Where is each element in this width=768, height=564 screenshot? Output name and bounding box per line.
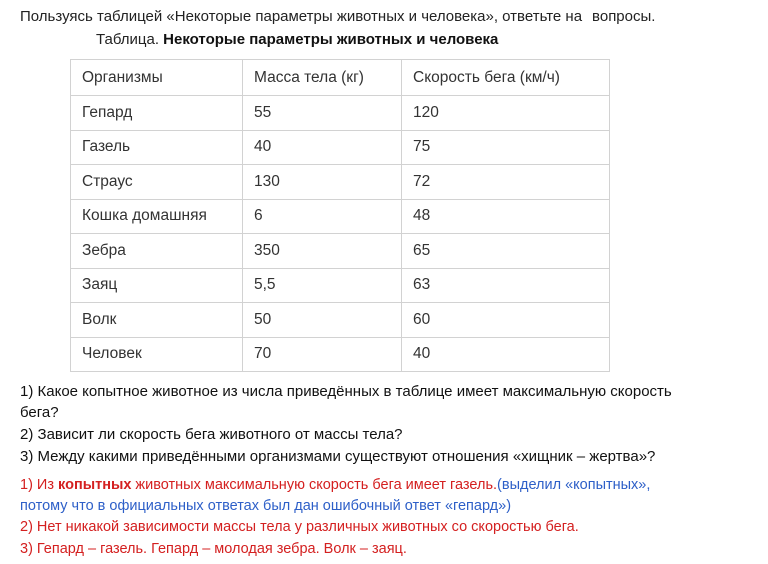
cell-speed: 40 xyxy=(402,337,610,372)
cell-speed: 120 xyxy=(402,96,610,131)
question-2: 2) Зависит ли скорость бега животного от массы тела? xyxy=(20,426,403,443)
cell-organism: Заяц xyxy=(71,268,243,303)
answer-1-rest: животных максимальную скорость бега имеет газель. xyxy=(131,477,498,493)
table-row xyxy=(71,165,610,200)
answer-1-note: (выделил «копытных», xyxy=(497,477,651,493)
caption-title: Некоторые параметры животных и человека xyxy=(163,31,499,48)
cell-organism: Зебра xyxy=(71,234,243,269)
intro-text-part2: вопросы. xyxy=(592,8,656,25)
cell-mass: 70 xyxy=(243,337,402,372)
cell-organism: Человек xyxy=(71,337,243,372)
cell-speed: 60 xyxy=(402,303,610,338)
intro-text xyxy=(20,8,655,25)
cell-speed: 72 xyxy=(402,165,610,200)
answer-1-bold: копытных xyxy=(58,477,132,493)
table-row xyxy=(71,234,610,269)
answer-1 xyxy=(20,477,650,493)
table-row xyxy=(71,337,610,372)
table-row xyxy=(71,303,610,338)
table-row xyxy=(71,268,610,303)
answer-1-note-cont: потому что в официальных ответах был дан ошибочный ответ «гепард») xyxy=(20,498,512,514)
table-row xyxy=(71,199,610,234)
cell-speed: 75 xyxy=(402,130,610,165)
cell-speed: 65 xyxy=(402,234,610,269)
question-3: 3) Между какими приведёнными организмами существуют отношения «хищник – жертва»? xyxy=(20,448,656,465)
answer-3: 3) Гепард – газель. Гепард – молодая зебра. Волк – заяц. xyxy=(20,541,407,557)
question-1: 1) Какое копытное животное из числа приведённых в таблице имеет максимальную скорость xyxy=(20,383,672,400)
header-organisms: Организмы xyxy=(71,60,243,96)
answer-1-start: 1) Из xyxy=(20,477,59,493)
cell-mass: 130 xyxy=(243,165,402,200)
intro-text-part1: Пользуясь таблицей «Некоторые параметры животных и человека», ответьте на xyxy=(20,8,583,25)
cell-mass: 5,5 xyxy=(243,268,402,303)
cell-organism: Кошка домашняя xyxy=(71,199,243,234)
cell-speed: 63 xyxy=(402,268,610,303)
table-row xyxy=(71,96,610,131)
cell-mass: 350 xyxy=(243,234,402,269)
caption-prefix: Таблица. xyxy=(96,31,159,48)
cell-mass: 50 xyxy=(243,303,402,338)
header-mass: Масса тела (кг) xyxy=(243,60,402,96)
answer-2: 2) Нет никакой зависимости массы тела у различных животных со скоростью бега. xyxy=(20,519,579,535)
cell-organism: Газель xyxy=(71,130,243,165)
question-1-cont: бега? xyxy=(20,404,59,421)
parameters-table xyxy=(70,59,610,372)
cell-organism: Страус xyxy=(71,165,243,200)
table-row xyxy=(71,130,610,165)
header-speed: Скорость бега (км/ч) xyxy=(402,60,610,96)
table-header-row xyxy=(71,60,610,96)
cell-mass: 55 xyxy=(243,96,402,131)
cell-mass: 40 xyxy=(243,130,402,165)
cell-organism: Волк xyxy=(71,303,243,338)
cell-mass: 6 xyxy=(243,199,402,234)
table-caption xyxy=(96,31,498,48)
cell-organism: Гепард xyxy=(71,96,243,131)
cell-speed: 48 xyxy=(402,199,610,234)
